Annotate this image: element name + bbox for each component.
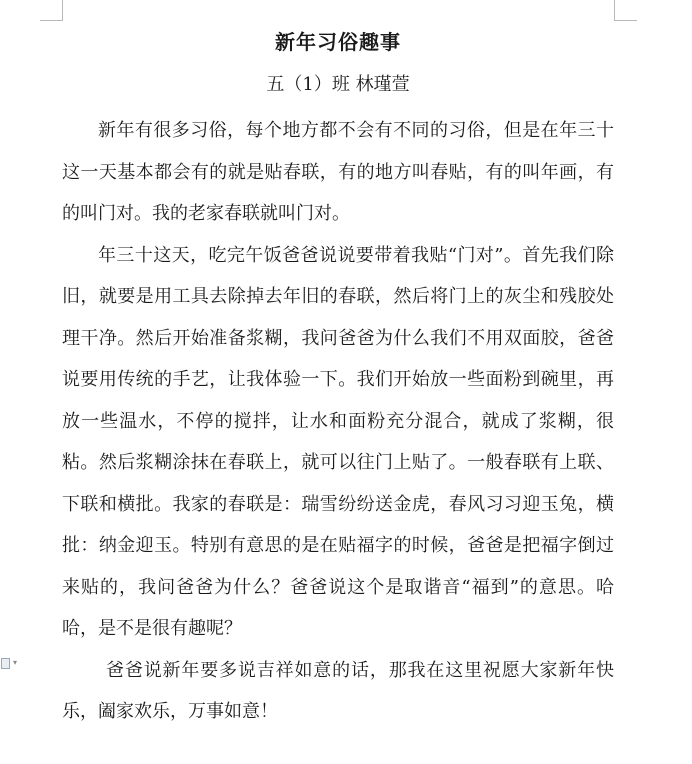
page-corner-mark-top-left (40, 0, 63, 21)
document-title: 新年习俗趣事 (275, 30, 401, 54)
paragraph-3: 爸爸说新年要多说吉祥如意的话，那我在这里祝愿大家新年快乐，阖家欢乐，万事如意！ (62, 659, 614, 722)
chevron-down-icon: ▾ (13, 658, 18, 667)
author-line: 五（1）班 林瑾萱 (266, 74, 410, 95)
page-corner-mark-top-right (614, 0, 637, 21)
paragraph-2: 年三十这天，吃完午饭爸爸说说要带着我贴“门对”。首先我们除旧，就要是用工具去除掉去年旧的春联，然后将门上的灰尘和残胶处理干净。然后开始准备浆糊，我问爸爸为什么我们不用双面胶，爸爸说要用传统的手艺，让我体验一下。我们开始放一些面粉到碗里，再放一些温水，不停的搅拌，让水和面粉充分混合，就成了浆糊，很粘。然后浆糊涂抹在春联上，就可以往门上贴了。一般春联有上联、下联和横批。我家的春联是：瑞雪纷纷送金虎，春风习习迎玉兔，横批：纳金迎玉。特别有意思的是在贴福字的时候，爸爸是把福字倒过来贴的，我问爸爸为什么？爸爸说这个是取谐音“福到”的意思。哈哈，是不是很有趣呢？ (62, 244, 614, 639)
paste-options-icon[interactable] (0, 655, 22, 671)
paragraph-1: 新年有很多习俗，每个地方都不会有不同的习俗，但是在年三十这一天基本都会有的就是贴春联，有的地方叫春贴，有的叫年画，有的叫门对。我的老家春联就叫门对。 (62, 120, 614, 224)
document-body (62, 110, 614, 733)
clipboard-icon (1, 658, 10, 669)
